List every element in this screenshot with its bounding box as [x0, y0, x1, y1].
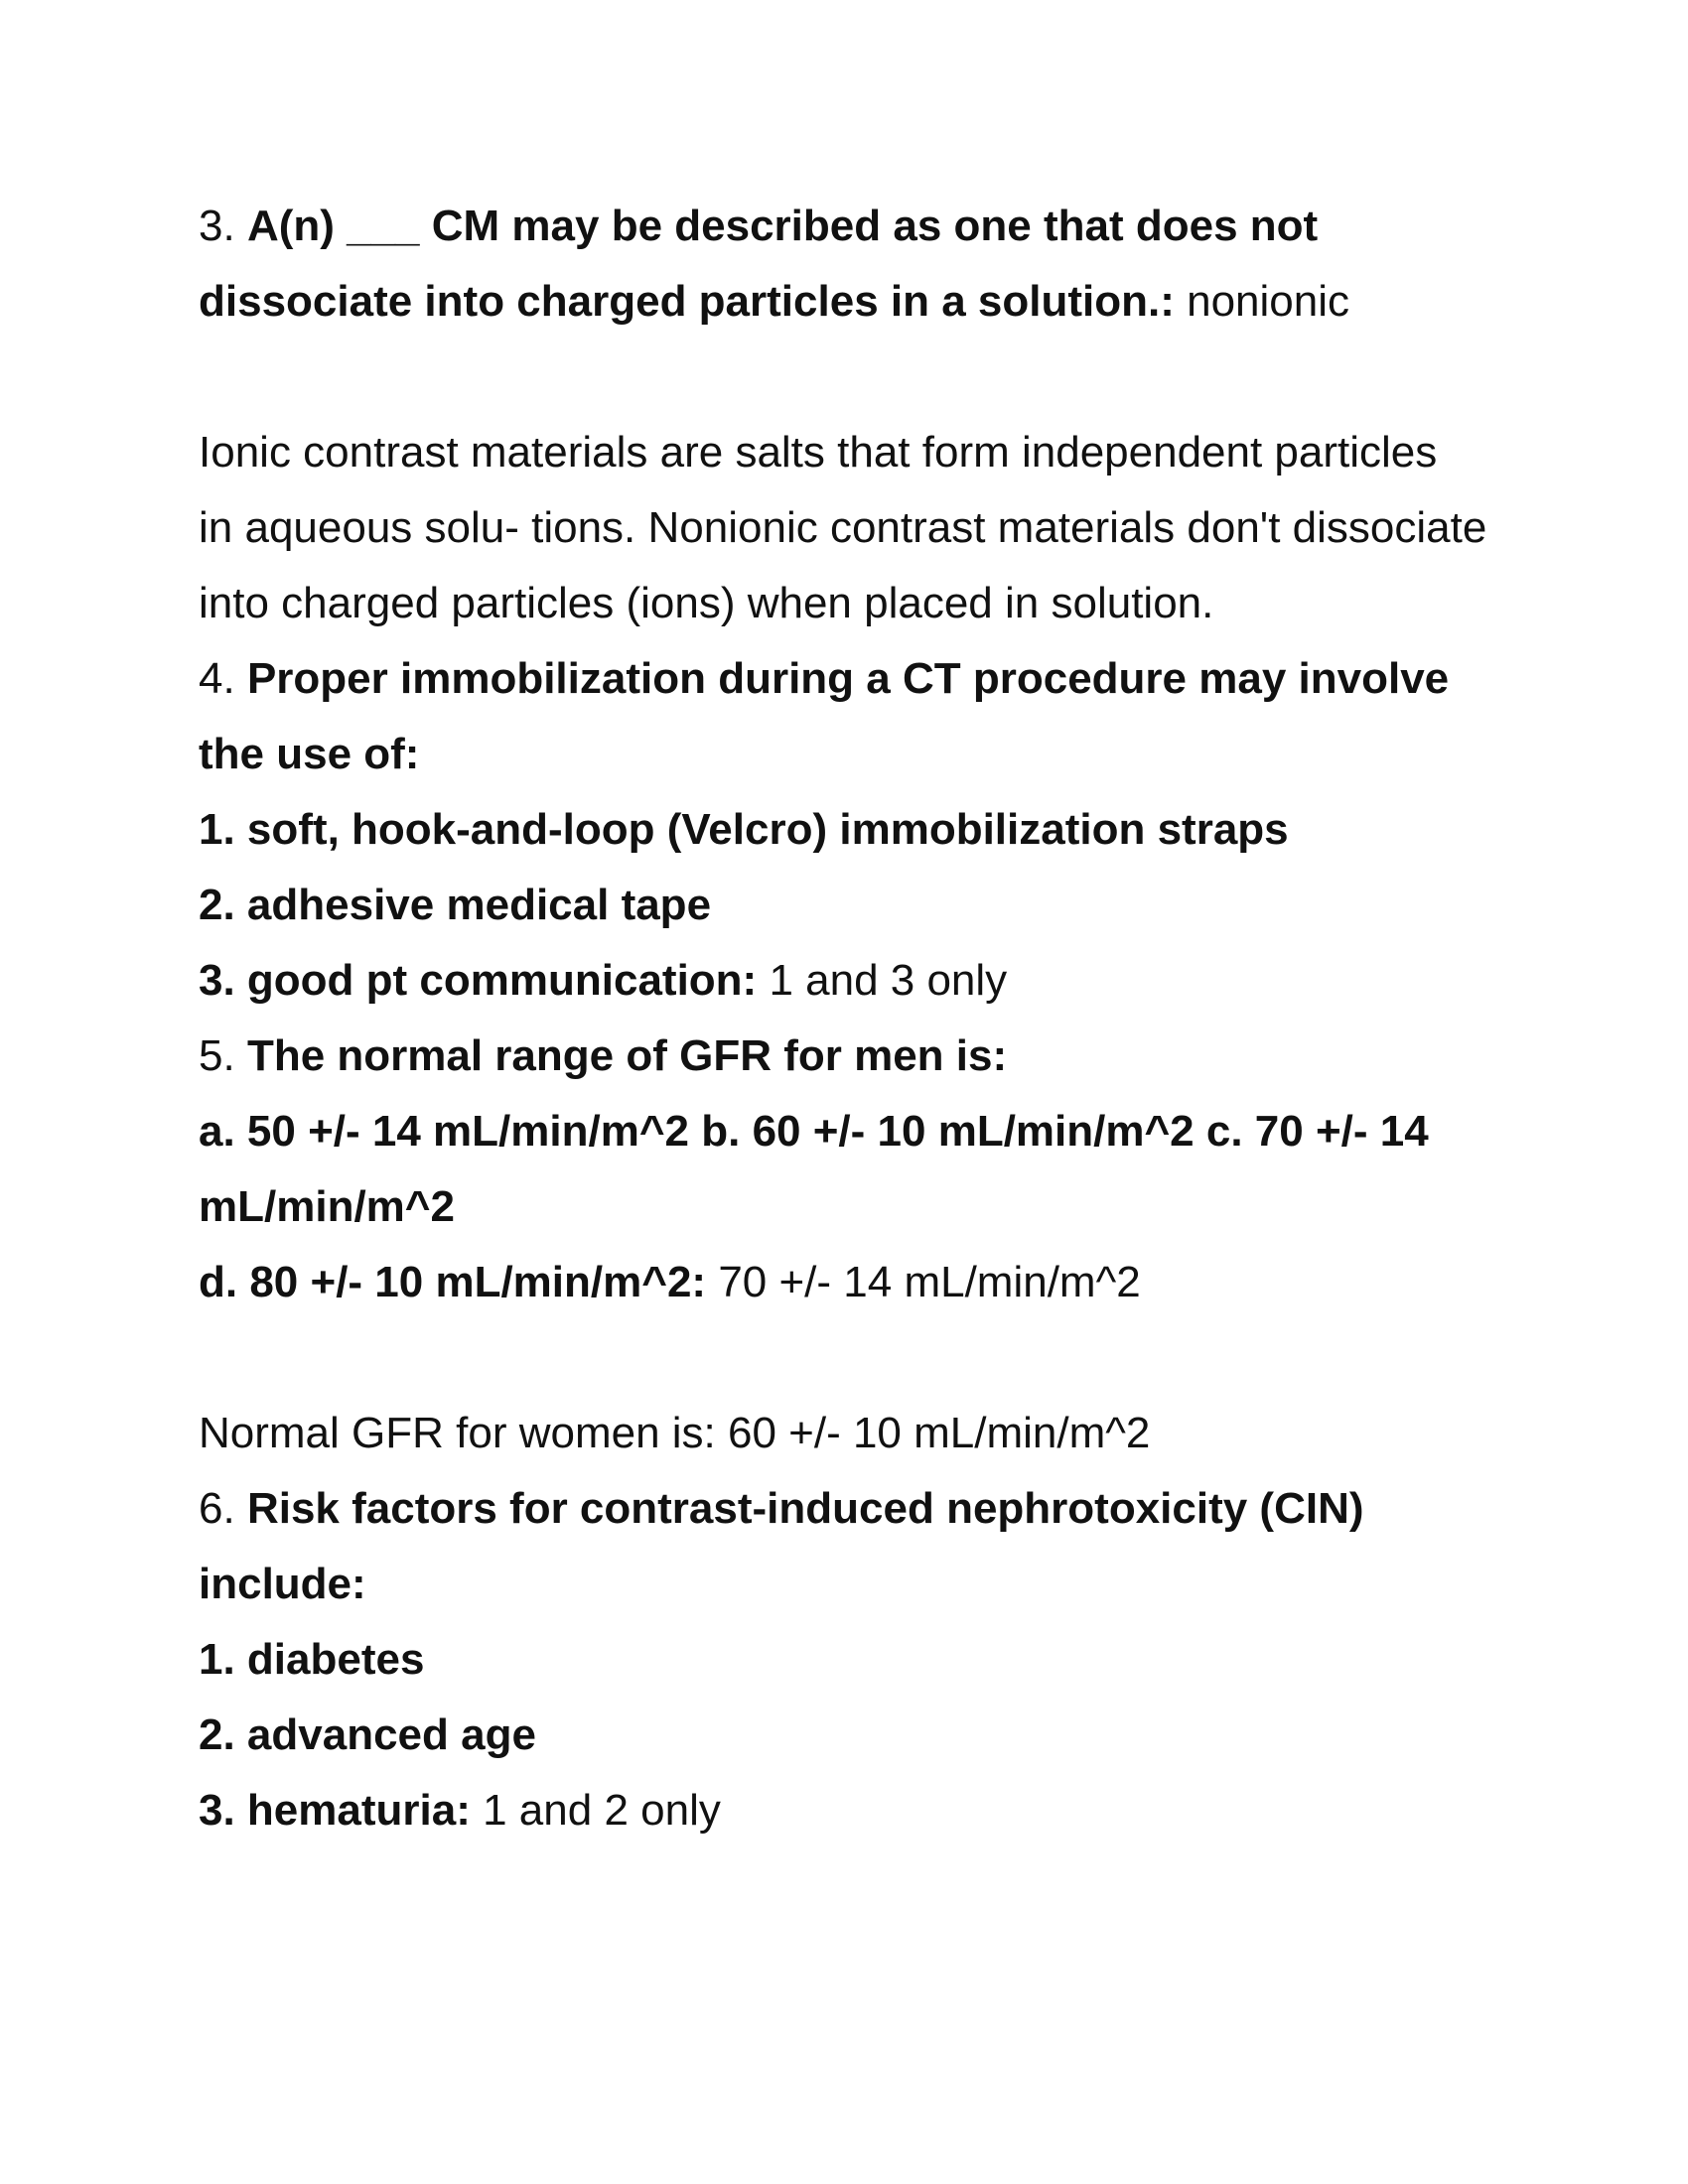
q3-question-part-1: A(n) ___ CM may be described as one that does not: [246, 202, 1319, 250]
q5-note: Normal GFR for women is: 60 +/- 10 mL/min/m^2: [199, 1409, 1151, 1457]
q4-option-2: [199, 868, 1509, 943]
q5-line-1: [199, 1019, 1509, 1094]
spacer: [199, 340, 1509, 415]
q4-line-2: [199, 717, 1509, 792]
q6-option-2: [199, 1698, 1509, 1773]
q6-question-part-2: include:: [199, 1560, 366, 1608]
q5-options-text-1: a. 50 +/- 14 mL/min/m^2 b. 60 +/- 10 mL/min/m^2 c. 70 +/- 14: [199, 1107, 1429, 1156]
q5-number: 5.: [199, 1031, 235, 1080]
q3-explanation-3: into charged particles (ions) when placed in solution.: [199, 579, 1214, 627]
q5-options-line-2: [199, 1169, 1509, 1245]
q5-options-text-2: mL/min/m^2: [199, 1182, 455, 1231]
q4-question-part-1: Proper immobilization during a CT procedure may involve: [246, 654, 1450, 703]
q3-question-part-2: dissociate into charged particles in a solution.:: [199, 277, 1175, 326]
q6-question-part-1: Risk factors for contrast-induced nephrotoxicity (CIN): [246, 1484, 1364, 1533]
q3-answer: nonionic: [1187, 277, 1350, 326]
q3-explanation-1: Ionic contrast materials are salts that form independent particles: [199, 428, 1438, 477]
q4-option-1: [199, 792, 1509, 868]
q5-answer: 70 +/- 14 mL/min/m^2: [718, 1258, 1141, 1306]
q4-option-3: [199, 943, 1509, 1019]
q4-answer: 1 and 3 only: [769, 956, 1008, 1005]
spacer: [199, 1320, 1509, 1396]
q5-option-d-text: d. 80 +/- 10 mL/min/m^2:: [199, 1258, 707, 1306]
q6-option-3: [199, 1773, 1509, 1848]
q4-number: 4.: [199, 654, 235, 703]
q4-question-part-2: the use of:: [199, 730, 420, 778]
q6-line-2: [199, 1547, 1509, 1622]
q4-option-3-text: 3. good pt communication:: [199, 956, 758, 1005]
q4-line-1: [199, 641, 1509, 717]
q6-option-2-text: 2. advanced age: [199, 1710, 536, 1759]
q6-line-1: [199, 1471, 1509, 1547]
q4-option-2-text: 2. adhesive medical tape: [199, 881, 712, 929]
q3-line-1: [199, 189, 1509, 264]
document-page: [199, 189, 1509, 1848]
q5-options-line-1: [199, 1094, 1509, 1169]
q6-option-3-text: 3. hematuria:: [199, 1786, 471, 1835]
q3-line-2: [199, 264, 1509, 340]
q5-question: The normal range of GFR for men is:: [246, 1031, 1008, 1080]
q5-option-d: [199, 1245, 1509, 1320]
q4-option-1-text: 1. soft, hook-and-loop (Velcro) immobilization straps: [199, 805, 1289, 854]
q6-option-1-text: 1. diabetes: [199, 1635, 425, 1684]
q6-number: 6.: [199, 1484, 235, 1533]
q3-explanation-2: in aqueous solu- tions. Nonionic contrast materials don't dissociate: [199, 503, 1487, 552]
q6-option-1: [199, 1622, 1509, 1698]
q6-answer: 1 and 2 only: [483, 1786, 721, 1835]
q3-number: 3.: [199, 202, 235, 250]
